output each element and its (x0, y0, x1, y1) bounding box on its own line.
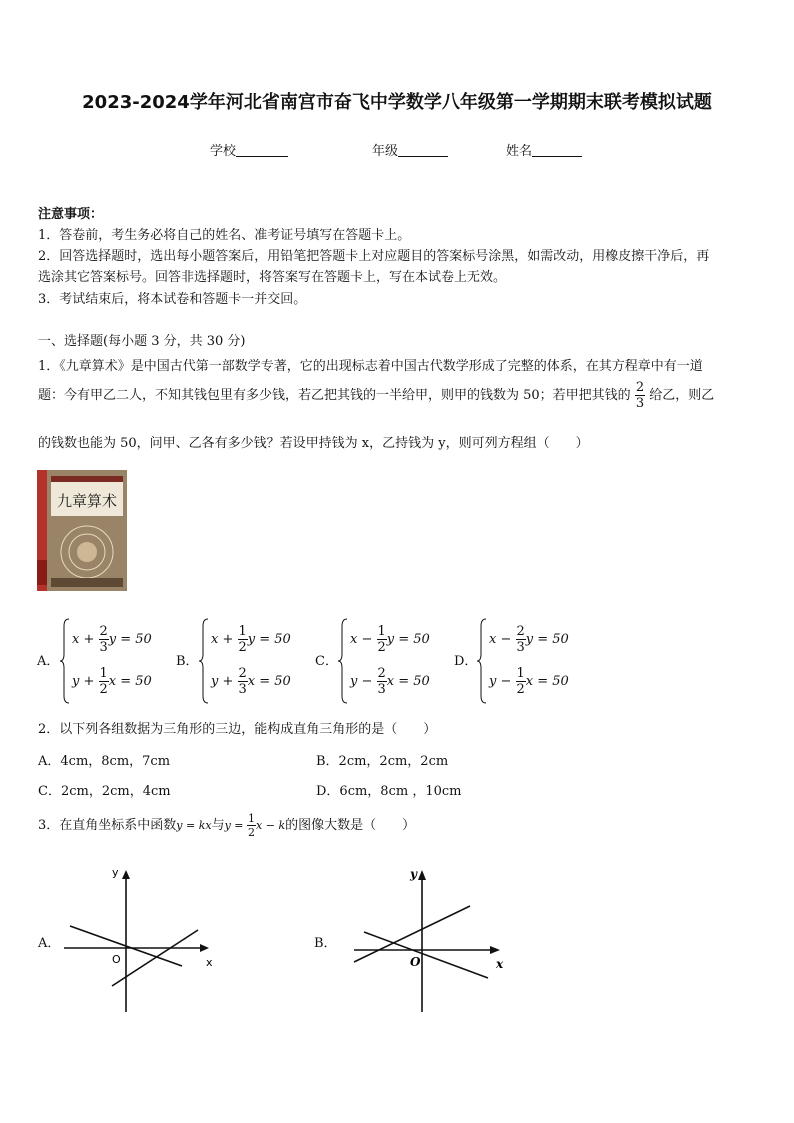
notice-item-2: 2．回答选择题时，选出每小题答案后，用铅笔把答题卡上对应题目的答案标号涂黑，如需改动，用橡皮擦干净后，再 (38, 249, 710, 264)
q3-stem (38, 812, 415, 839)
q3-option-b-graph (340, 862, 510, 1022)
q1-option-b: x + $\frac{1}{2}$ y = 50 y + $\frac{2}{3}$ x = 50 (199, 618, 299, 704)
book-title: 九章算术 (56, 492, 118, 510)
q1-option-a: x + $\frac{2}{3}$ y = 50 y + $\frac{1}{2}$ x = 50 (60, 618, 160, 704)
q1-option-a-label: A． (37, 654, 60, 669)
q3-stem-post: 的图像大数是（ ） (285, 818, 416, 833)
page-title: 2023-2024学年河北省南宫市奋飞中学数学八年级第一学期期末联考模拟试题 (82, 92, 712, 113)
q1-line2 (38, 380, 714, 411)
q2-option-a: A．4cm，8cm，7cm (38, 754, 171, 769)
left-brace-icon (60, 618, 70, 704)
q3-option-b-label: B． (314, 936, 337, 951)
q2-option-d: D．6cm，8cm ，10cm (316, 784, 462, 799)
q3-function-2-fraction: $\frac{1}{2}$ (248, 812, 256, 839)
q3-b-y-axis-label: y (410, 867, 417, 881)
q1-option-d: x − $\frac{2}{3}$ y = 50 y − $\frac{1}{2}$ x = 50 (477, 618, 577, 704)
q1-option-c: x − $\frac{1}{2}$ y = 50 y − $\frac{2}{3}$ x = 50 (338, 618, 438, 704)
q3-option-a-label: A． (38, 936, 61, 951)
school-label: 学校 (210, 144, 237, 159)
school-field (210, 140, 288, 159)
q2-stem: 2．以下列各组数据为三角形的三边，能构成直角三角形的是（ ） (38, 722, 437, 737)
q1-fraction: $\frac{2}{3}$ (635, 380, 645, 411)
q3-option-a-graph (60, 862, 220, 1022)
grade-label: 年级 (372, 144, 399, 159)
section-heading: 一、选择题(每小题 3 分，共 30 分) (38, 334, 246, 349)
name-label: 姓名 (506, 144, 533, 159)
q1-option-c-label: C． (315, 654, 338, 669)
q3-a-x-axis-label: x (206, 956, 213, 969)
q3-a-y-axis-label: y (112, 866, 119, 879)
name-blank (532, 142, 582, 157)
school-blank (236, 142, 288, 157)
q1-line3: 的钱数也能为 50，问甲、乙各有多少钱？若设甲持钱为 x，乙持钱为 y，则可列方程组（ ） (38, 436, 589, 451)
q3-stem-pre: 3．在直角坐标系中函数 (38, 818, 177, 833)
notice-item-2-cont: 选涂其它答案标号。回答非选择题时，将答案写在答题卡上，写在本试卷上无效。 (38, 270, 507, 285)
grade-blank (398, 142, 448, 157)
q3-stem-mid: 与 (211, 818, 225, 833)
left-brace-icon (477, 618, 487, 704)
q1-line1: 1．《九章算术》是中国古代第一部数学专著，它的出现标志着中国古代数学形成了完整的体系，在其方程章中有一道 (38, 359, 703, 374)
q1-option-b-label: B． (176, 654, 199, 669)
notice-item-1: 1．答卷前，考生务必将自己的姓名、准考证号填写在答题卡上。 (38, 228, 411, 243)
q2-option-b: B．2cm，2cm，2cm (316, 754, 449, 769)
notice-heading: 注意事项： (38, 207, 104, 222)
q1-option-d-label: D． (454, 654, 478, 669)
q3-a-origin-label: O (112, 953, 121, 966)
q3-function-2-post: x − k (256, 819, 286, 832)
left-brace-icon (199, 618, 209, 704)
q1-line2a: 题：今有甲乙二人，不知其钱包里有多少钱，若乙把其钱的一半给甲，则甲的钱数为 50；若甲把其钱的 (38, 388, 631, 403)
q3-function-2-pre: y = (224, 819, 248, 832)
grade-field (372, 140, 448, 159)
q3-b-x-axis-label: x (496, 957, 504, 971)
q3-b-origin-label: O (410, 955, 421, 969)
q1-line2b: 给乙，则乙 (649, 388, 715, 403)
notice-item-3: 3．考试结束后，将本试卷和答题卡一并交回。 (38, 292, 307, 307)
left-brace-icon (338, 618, 348, 704)
book-cover-image (37, 470, 127, 591)
q2-option-c: C．2cm，2cm，4cm (38, 784, 171, 799)
q3-function-1: y = kx (176, 819, 212, 832)
name-field (506, 140, 582, 159)
